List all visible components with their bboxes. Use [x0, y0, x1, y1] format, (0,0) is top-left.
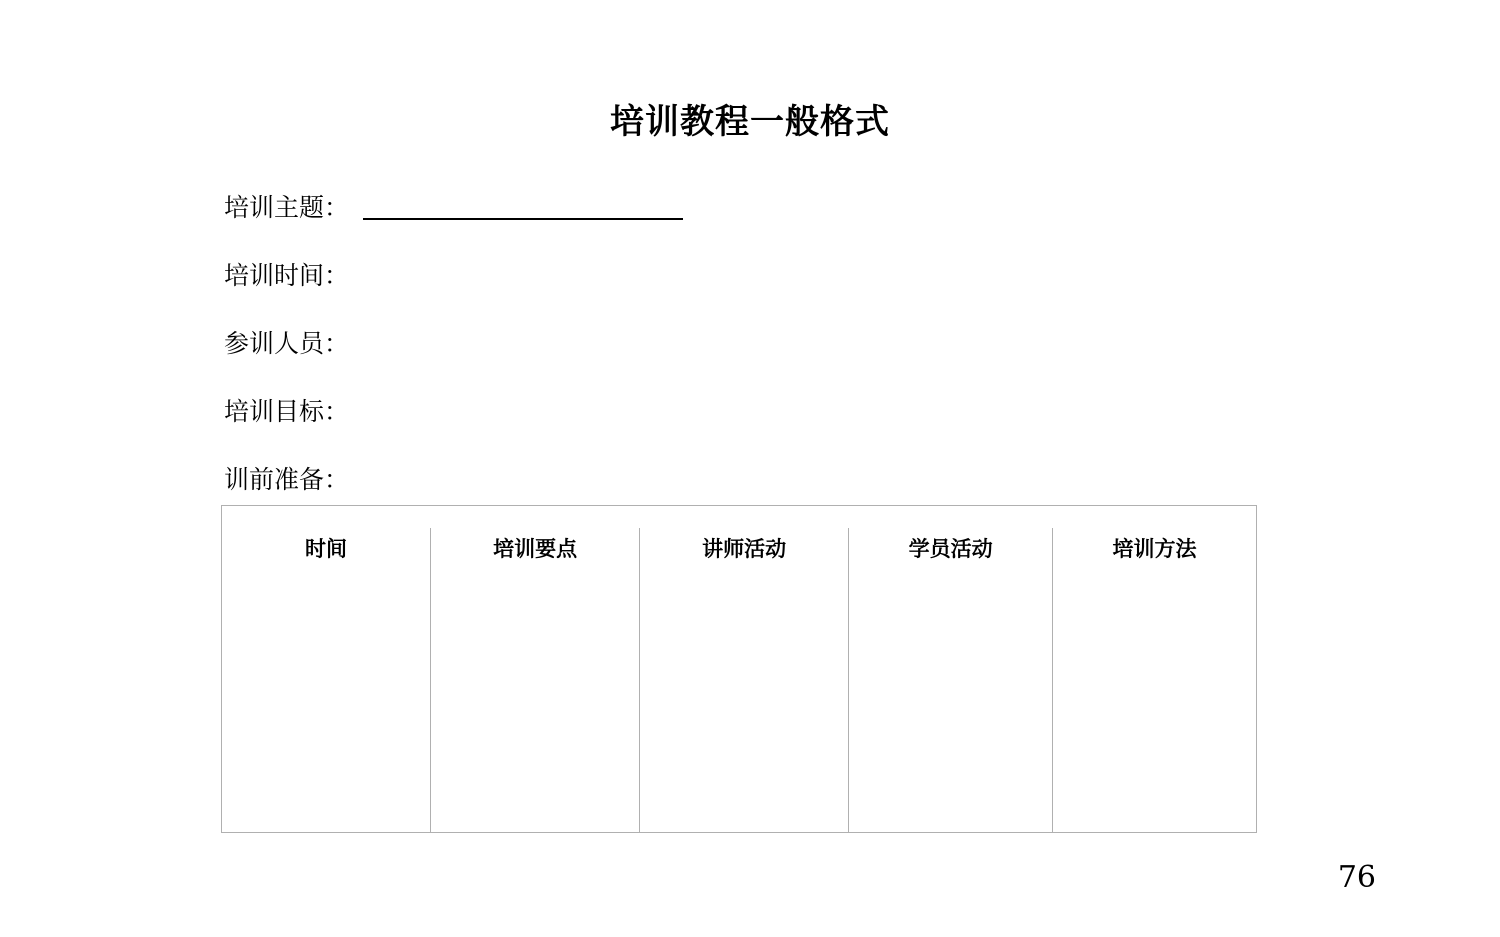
field-list	[224, 152, 1124, 492]
table-header-cell-method: 培训方法	[1053, 528, 1257, 568]
field-row	[224, 424, 1124, 492]
table-cell-key-points[interactable]	[431, 568, 640, 833]
field-row	[224, 356, 1124, 424]
field-label-topic: 培训主题：	[224, 193, 350, 222]
field-label-participants: 参训人员：	[224, 329, 350, 358]
table-header-cell-trainer-activity: 讲师活动	[640, 528, 849, 568]
table-spacer-cell	[222, 506, 1257, 529]
field-label-time: 培训时间：	[224, 261, 350, 290]
page-title: 培训教程一般格式	[610, 102, 890, 142]
table-header-cell-trainee-activity: 学员活动	[849, 528, 1053, 568]
table-header-row	[222, 528, 1257, 568]
table-header-cell-time: 时间	[222, 528, 431, 568]
page-number: 76	[1337, 860, 1376, 895]
table-header-cell-key-points: 培训要点	[431, 528, 640, 568]
field-label-preparation: 训前准备：	[224, 465, 350, 494]
table-cell-trainer-activity[interactable]	[640, 568, 849, 833]
table-top-spacer-row	[222, 506, 1257, 529]
table-cell-method[interactable]	[1053, 568, 1257, 833]
table-row	[222, 568, 1257, 833]
field-row	[224, 220, 1124, 288]
table-cell-trainee-activity[interactable]	[849, 568, 1053, 833]
training-plan-table	[221, 505, 1257, 833]
field-row	[224, 152, 1124, 220]
field-row	[224, 288, 1124, 356]
field-label-goal: 培训目标：	[224, 397, 350, 426]
table-cell-time[interactable]	[222, 568, 431, 833]
field-blank-topic[interactable]	[363, 198, 683, 220]
